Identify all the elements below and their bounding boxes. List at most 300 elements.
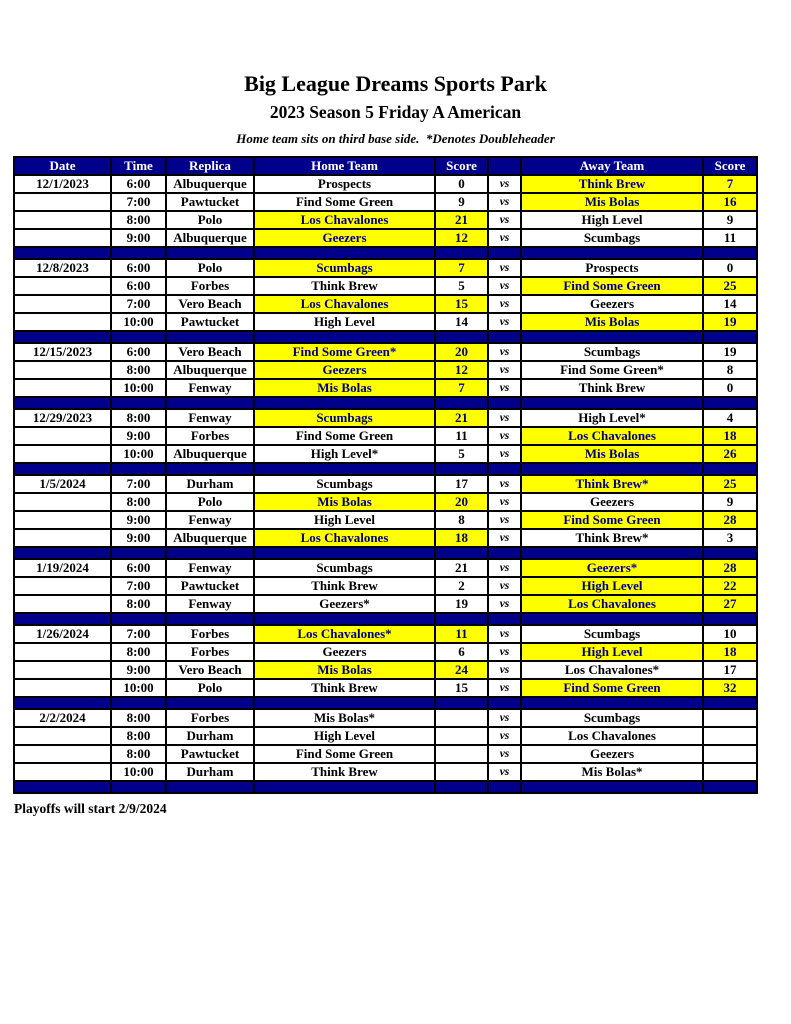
- separator-cell: [521, 247, 703, 259]
- separator-cell: [111, 697, 166, 709]
- home-team-cell: Geezers: [254, 361, 435, 379]
- vs-cell: vs: [488, 361, 521, 379]
- column-header-away-team: Away Team: [521, 157, 703, 175]
- home-score-cell: 21: [435, 211, 488, 229]
- replica-cell: Durham: [166, 727, 254, 745]
- replica-cell: Albuquerque: [166, 175, 254, 193]
- game-row: [14, 211, 757, 229]
- separator-cell: [111, 397, 166, 409]
- vs-cell: vs: [488, 427, 521, 445]
- home-score-cell: [435, 745, 488, 763]
- replica-cell: Polo: [166, 679, 254, 697]
- away-team-cell: Los Chavalones: [521, 595, 703, 613]
- game-row: [14, 229, 757, 247]
- separator-cell: [435, 613, 488, 625]
- separator-cell: [111, 613, 166, 625]
- home-score-cell: 2: [435, 577, 488, 595]
- separator-row: [14, 547, 757, 559]
- replica-cell: Albuquerque: [166, 529, 254, 547]
- vs-cell: vs: [488, 175, 521, 193]
- away-score-cell: 0: [703, 379, 757, 397]
- away-team-cell: Geezers: [521, 493, 703, 511]
- vs-cell: vs: [488, 595, 521, 613]
- vs-cell: vs: [488, 727, 521, 745]
- separator-cell: [254, 247, 435, 259]
- away-team-cell: Los Chavalones: [521, 727, 703, 745]
- home-score-cell: 19: [435, 595, 488, 613]
- home-score-cell: 15: [435, 679, 488, 697]
- game-row: [14, 343, 757, 361]
- home-team-cell: Mis Bolas*: [254, 709, 435, 727]
- vs-cell: vs: [488, 679, 521, 697]
- home-team-cell: Mis Bolas: [254, 661, 435, 679]
- date-cell: 2/2/2024: [14, 709, 111, 727]
- date-cell: [14, 511, 111, 529]
- game-row: [14, 745, 757, 763]
- away-score-cell: 4: [703, 409, 757, 427]
- separator-cell: [14, 397, 111, 409]
- date-cell: [14, 577, 111, 595]
- time-cell: 6:00: [111, 343, 166, 361]
- home-score-cell: 11: [435, 427, 488, 445]
- separator-row: [14, 397, 757, 409]
- date-cell: [14, 529, 111, 547]
- home-team-cell: Think Brew: [254, 577, 435, 595]
- away-team-cell: Scumbags: [521, 343, 703, 361]
- date-cell: [14, 211, 111, 229]
- separator-cell: [254, 697, 435, 709]
- game-row: [14, 427, 757, 445]
- home-team-cell: Prospects: [254, 175, 435, 193]
- time-cell: 10:00: [111, 313, 166, 331]
- game-row: [14, 763, 757, 781]
- separator-cell: [166, 781, 254, 793]
- separator-cell: [435, 547, 488, 559]
- game-row: [14, 559, 757, 577]
- away-team-cell: Geezers*: [521, 559, 703, 577]
- column-header-vs: [488, 157, 521, 175]
- vs-cell: vs: [488, 643, 521, 661]
- date-cell: [14, 763, 111, 781]
- away-score-cell: 18: [703, 643, 757, 661]
- away-team-cell: Think Brew: [521, 175, 703, 193]
- time-cell: 9:00: [111, 229, 166, 247]
- away-team-cell: Mis Bolas*: [521, 763, 703, 781]
- separator-cell: [488, 613, 521, 625]
- separator-cell: [14, 781, 111, 793]
- vs-cell: vs: [488, 259, 521, 277]
- game-row: [14, 643, 757, 661]
- away-team-cell: Think Brew*: [521, 475, 703, 493]
- replica-cell: Polo: [166, 259, 254, 277]
- home-score-cell: 12: [435, 229, 488, 247]
- date-cell: [14, 361, 111, 379]
- separator-cell: [166, 547, 254, 559]
- page-header: [0, 0, 791, 147]
- date-cell: [14, 643, 111, 661]
- away-team-cell: Scumbags: [521, 229, 703, 247]
- separator-cell: [703, 613, 757, 625]
- separator-row: [14, 463, 757, 475]
- page-note: Home team sits on third base side. *Denotes Doubleheader: [236, 131, 555, 147]
- home-score-cell: 20: [435, 493, 488, 511]
- away-team-cell: Geezers: [521, 745, 703, 763]
- separator-cell: [166, 463, 254, 475]
- game-row: [14, 625, 757, 643]
- away-team-cell: High Level: [521, 643, 703, 661]
- vs-cell: vs: [488, 577, 521, 595]
- date-cell: 12/8/2023: [14, 259, 111, 277]
- away-team-cell: Scumbags: [521, 625, 703, 643]
- separator-cell: [14, 331, 111, 343]
- separator-cell: [435, 697, 488, 709]
- time-cell: 10:00: [111, 679, 166, 697]
- home-score-cell: 17: [435, 475, 488, 493]
- away-score-cell: 28: [703, 511, 757, 529]
- game-row: [14, 379, 757, 397]
- time-cell: 10:00: [111, 763, 166, 781]
- separator-cell: [254, 397, 435, 409]
- separator-cell: [111, 331, 166, 343]
- time-cell: 9:00: [111, 511, 166, 529]
- replica-cell: Pawtucket: [166, 577, 254, 595]
- vs-cell: vs: [488, 709, 521, 727]
- page-subtitle: 2023 Season 5 Friday A American: [269, 102, 522, 123]
- game-row: [14, 493, 757, 511]
- column-header-score: Score: [703, 157, 757, 175]
- vs-cell: vs: [488, 409, 521, 427]
- home-team-cell: High Level: [254, 727, 435, 745]
- home-team-cell: Los Chavalones: [254, 211, 435, 229]
- game-row: [14, 175, 757, 193]
- away-team-cell: Mis Bolas: [521, 193, 703, 211]
- home-score-cell: 15: [435, 295, 488, 313]
- vs-cell: vs: [488, 529, 521, 547]
- home-score-cell: 21: [435, 409, 488, 427]
- home-score-cell: 24: [435, 661, 488, 679]
- replica-cell: Vero Beach: [166, 661, 254, 679]
- home-team-cell: High Level*: [254, 445, 435, 463]
- home-team-cell: Scumbags: [254, 259, 435, 277]
- vs-cell: vs: [488, 277, 521, 295]
- vs-cell: vs: [488, 763, 521, 781]
- vs-cell: vs: [488, 229, 521, 247]
- vs-cell: vs: [488, 625, 521, 643]
- away-score-cell: 26: [703, 445, 757, 463]
- away-score-cell: 25: [703, 475, 757, 493]
- separator-cell: [521, 397, 703, 409]
- home-score-cell: [435, 727, 488, 745]
- replica-cell: Durham: [166, 763, 254, 781]
- home-score-cell: 7: [435, 379, 488, 397]
- home-team-cell: Find Some Green: [254, 193, 435, 211]
- separator-cell: [14, 247, 111, 259]
- replica-cell: Fenway: [166, 559, 254, 577]
- schedule-table-body: [14, 175, 757, 793]
- separator-cell: [254, 613, 435, 625]
- time-cell: 8:00: [111, 727, 166, 745]
- separator-cell: [166, 613, 254, 625]
- away-score-cell: 8: [703, 361, 757, 379]
- away-score-cell: 32: [703, 679, 757, 697]
- vs-cell: vs: [488, 379, 521, 397]
- separator-cell: [521, 331, 703, 343]
- away-score-cell: 11: [703, 229, 757, 247]
- away-score-cell: [703, 763, 757, 781]
- separator-cell: [435, 331, 488, 343]
- separator-cell: [703, 331, 757, 343]
- time-cell: 9:00: [111, 661, 166, 679]
- game-row: [14, 409, 757, 427]
- vs-cell: vs: [488, 445, 521, 463]
- away-score-cell: 16: [703, 193, 757, 211]
- separator-cell: [435, 463, 488, 475]
- time-cell: 6:00: [111, 559, 166, 577]
- away-team-cell: Scumbags: [521, 709, 703, 727]
- replica-cell: Forbes: [166, 427, 254, 445]
- away-score-cell: 25: [703, 277, 757, 295]
- home-team-cell: Mis Bolas: [254, 493, 435, 511]
- home-score-cell: 8: [435, 511, 488, 529]
- away-score-cell: 19: [703, 343, 757, 361]
- date-cell: [14, 727, 111, 745]
- separator-cell: [166, 697, 254, 709]
- date-cell: [14, 445, 111, 463]
- time-cell: 8:00: [111, 709, 166, 727]
- column-header-home-team: Home Team: [254, 157, 435, 175]
- home-team-cell: High Level: [254, 313, 435, 331]
- date-cell: 12/15/2023: [14, 343, 111, 361]
- column-header-time: Time: [111, 157, 166, 175]
- home-score-cell: 0: [435, 175, 488, 193]
- away-team-cell: Find Some Green: [521, 679, 703, 697]
- time-cell: 8:00: [111, 361, 166, 379]
- separator-cell: [166, 247, 254, 259]
- playoffs-note: Playoffs will start 2/9/2024: [14, 801, 167, 817]
- home-score-cell: 20: [435, 343, 488, 361]
- home-score-cell: 7: [435, 259, 488, 277]
- separator-row: [14, 331, 757, 343]
- home-score-cell: 21: [435, 559, 488, 577]
- home-team-cell: Los Chavalones: [254, 295, 435, 313]
- replica-cell: Pawtucket: [166, 193, 254, 211]
- separator-cell: [521, 547, 703, 559]
- date-cell: 12/29/2023: [14, 409, 111, 427]
- date-cell: [14, 229, 111, 247]
- separator-cell: [488, 463, 521, 475]
- replica-cell: Fenway: [166, 409, 254, 427]
- time-cell: 8:00: [111, 493, 166, 511]
- separator-cell: [703, 247, 757, 259]
- home-team-cell: Scumbags: [254, 559, 435, 577]
- separator-cell: [703, 547, 757, 559]
- game-row: [14, 259, 757, 277]
- separator-row: [14, 247, 757, 259]
- separator-cell: [488, 781, 521, 793]
- separator-row: [14, 613, 757, 625]
- separator-cell: [521, 781, 703, 793]
- away-score-cell: 14: [703, 295, 757, 313]
- game-row: [14, 361, 757, 379]
- vs-cell: vs: [488, 343, 521, 361]
- separator-cell: [111, 547, 166, 559]
- home-score-cell: 9: [435, 193, 488, 211]
- separator-cell: [488, 247, 521, 259]
- away-team-cell: High Level*: [521, 409, 703, 427]
- separator-cell: [254, 781, 435, 793]
- date-cell: [14, 493, 111, 511]
- column-header-replica: Replica: [166, 157, 254, 175]
- vs-cell: vs: [488, 313, 521, 331]
- game-row: [14, 295, 757, 313]
- time-cell: 8:00: [111, 211, 166, 229]
- time-cell: 6:00: [111, 277, 166, 295]
- replica-cell: Fenway: [166, 379, 254, 397]
- game-row: [14, 445, 757, 463]
- date-cell: 12/1/2023: [14, 175, 111, 193]
- away-team-cell: High Level: [521, 577, 703, 595]
- time-cell: 7:00: [111, 193, 166, 211]
- game-row: [14, 577, 757, 595]
- away-score-cell: 9: [703, 211, 757, 229]
- away-team-cell: Find Some Green*: [521, 361, 703, 379]
- away-team-cell: Prospects: [521, 259, 703, 277]
- date-cell: [14, 313, 111, 331]
- separator-cell: [488, 547, 521, 559]
- date-cell: [14, 427, 111, 445]
- away-team-cell: Think Brew: [521, 379, 703, 397]
- game-row: [14, 529, 757, 547]
- time-cell: 7:00: [111, 475, 166, 493]
- replica-cell: Albuquerque: [166, 361, 254, 379]
- separator-cell: [254, 547, 435, 559]
- away-score-cell: [703, 709, 757, 727]
- away-score-cell: 7: [703, 175, 757, 193]
- home-team-cell: Think Brew: [254, 763, 435, 781]
- game-row: [14, 475, 757, 493]
- away-score-cell: 3: [703, 529, 757, 547]
- home-score-cell: [435, 709, 488, 727]
- away-team-cell: Find Some Green: [521, 511, 703, 529]
- replica-cell: Pawtucket: [166, 745, 254, 763]
- date-cell: [14, 661, 111, 679]
- time-cell: 7:00: [111, 577, 166, 595]
- home-team-cell: Scumbags: [254, 475, 435, 493]
- replica-cell: Fenway: [166, 511, 254, 529]
- away-score-cell: 17: [703, 661, 757, 679]
- vs-cell: vs: [488, 211, 521, 229]
- away-score-cell: 10: [703, 625, 757, 643]
- vs-cell: vs: [488, 661, 521, 679]
- date-cell: [14, 745, 111, 763]
- replica-cell: Forbes: [166, 277, 254, 295]
- away-team-cell: Los Chavalones*: [521, 661, 703, 679]
- replica-cell: Durham: [166, 475, 254, 493]
- separator-cell: [488, 697, 521, 709]
- away-team-cell: Find Some Green: [521, 277, 703, 295]
- time-cell: 10:00: [111, 445, 166, 463]
- home-score-cell: 6: [435, 643, 488, 661]
- time-cell: 9:00: [111, 427, 166, 445]
- separator-cell: [703, 697, 757, 709]
- separator-cell: [166, 331, 254, 343]
- time-cell: 8:00: [111, 409, 166, 427]
- game-row: [14, 595, 757, 613]
- replica-cell: Forbes: [166, 625, 254, 643]
- separator-cell: [488, 331, 521, 343]
- column-header-row: [14, 157, 757, 175]
- game-row: [14, 511, 757, 529]
- away-score-cell: 0: [703, 259, 757, 277]
- home-score-cell: 5: [435, 277, 488, 295]
- home-team-cell: Los Chavalones: [254, 529, 435, 547]
- separator-cell: [254, 331, 435, 343]
- vs-cell: vs: [488, 193, 521, 211]
- game-row: [14, 193, 757, 211]
- page-title: Big League Dreams Sports Park: [244, 71, 547, 96]
- separator-cell: [521, 463, 703, 475]
- separator-cell: [111, 247, 166, 259]
- away-team-cell: Los Chavalones: [521, 427, 703, 445]
- separator-cell: [703, 397, 757, 409]
- time-cell: 7:00: [111, 625, 166, 643]
- home-team-cell: Los Chavalones*: [254, 625, 435, 643]
- home-team-cell: Geezers: [254, 229, 435, 247]
- separator-cell: [111, 781, 166, 793]
- date-cell: 1/26/2024: [14, 625, 111, 643]
- home-score-cell: [435, 763, 488, 781]
- date-cell: [14, 193, 111, 211]
- game-row: [14, 313, 757, 331]
- time-cell: 9:00: [111, 529, 166, 547]
- home-score-cell: 14: [435, 313, 488, 331]
- schedule-table-head: [14, 157, 757, 175]
- replica-cell: Pawtucket: [166, 313, 254, 331]
- time-cell: 6:00: [111, 175, 166, 193]
- replica-cell: Vero Beach: [166, 295, 254, 313]
- game-row: [14, 661, 757, 679]
- time-cell: 7:00: [111, 295, 166, 313]
- away-score-cell: [703, 727, 757, 745]
- away-team-cell: Mis Bolas: [521, 445, 703, 463]
- home-team-cell: Mis Bolas: [254, 379, 435, 397]
- away-score-cell: 18: [703, 427, 757, 445]
- replica-cell: Forbes: [166, 709, 254, 727]
- home-team-cell: Find Some Green: [254, 745, 435, 763]
- time-cell: 8:00: [111, 595, 166, 613]
- separator-cell: [111, 463, 166, 475]
- away-score-cell: 22: [703, 577, 757, 595]
- away-team-cell: Mis Bolas: [521, 313, 703, 331]
- home-team-cell: Geezers: [254, 643, 435, 661]
- home-team-cell: Think Brew: [254, 679, 435, 697]
- separator-cell: [703, 781, 757, 793]
- replica-cell: Forbes: [166, 643, 254, 661]
- separator-cell: [488, 397, 521, 409]
- away-score-cell: 28: [703, 559, 757, 577]
- away-score-cell: 27: [703, 595, 757, 613]
- column-header-date: Date: [14, 157, 111, 175]
- home-team-cell: Scumbags: [254, 409, 435, 427]
- game-row: [14, 277, 757, 295]
- vs-cell: vs: [488, 559, 521, 577]
- separator-cell: [521, 697, 703, 709]
- column-header-score: Score: [435, 157, 488, 175]
- home-score-cell: 18: [435, 529, 488, 547]
- separator-cell: [14, 697, 111, 709]
- date-cell: [14, 277, 111, 295]
- separator-row: [14, 697, 757, 709]
